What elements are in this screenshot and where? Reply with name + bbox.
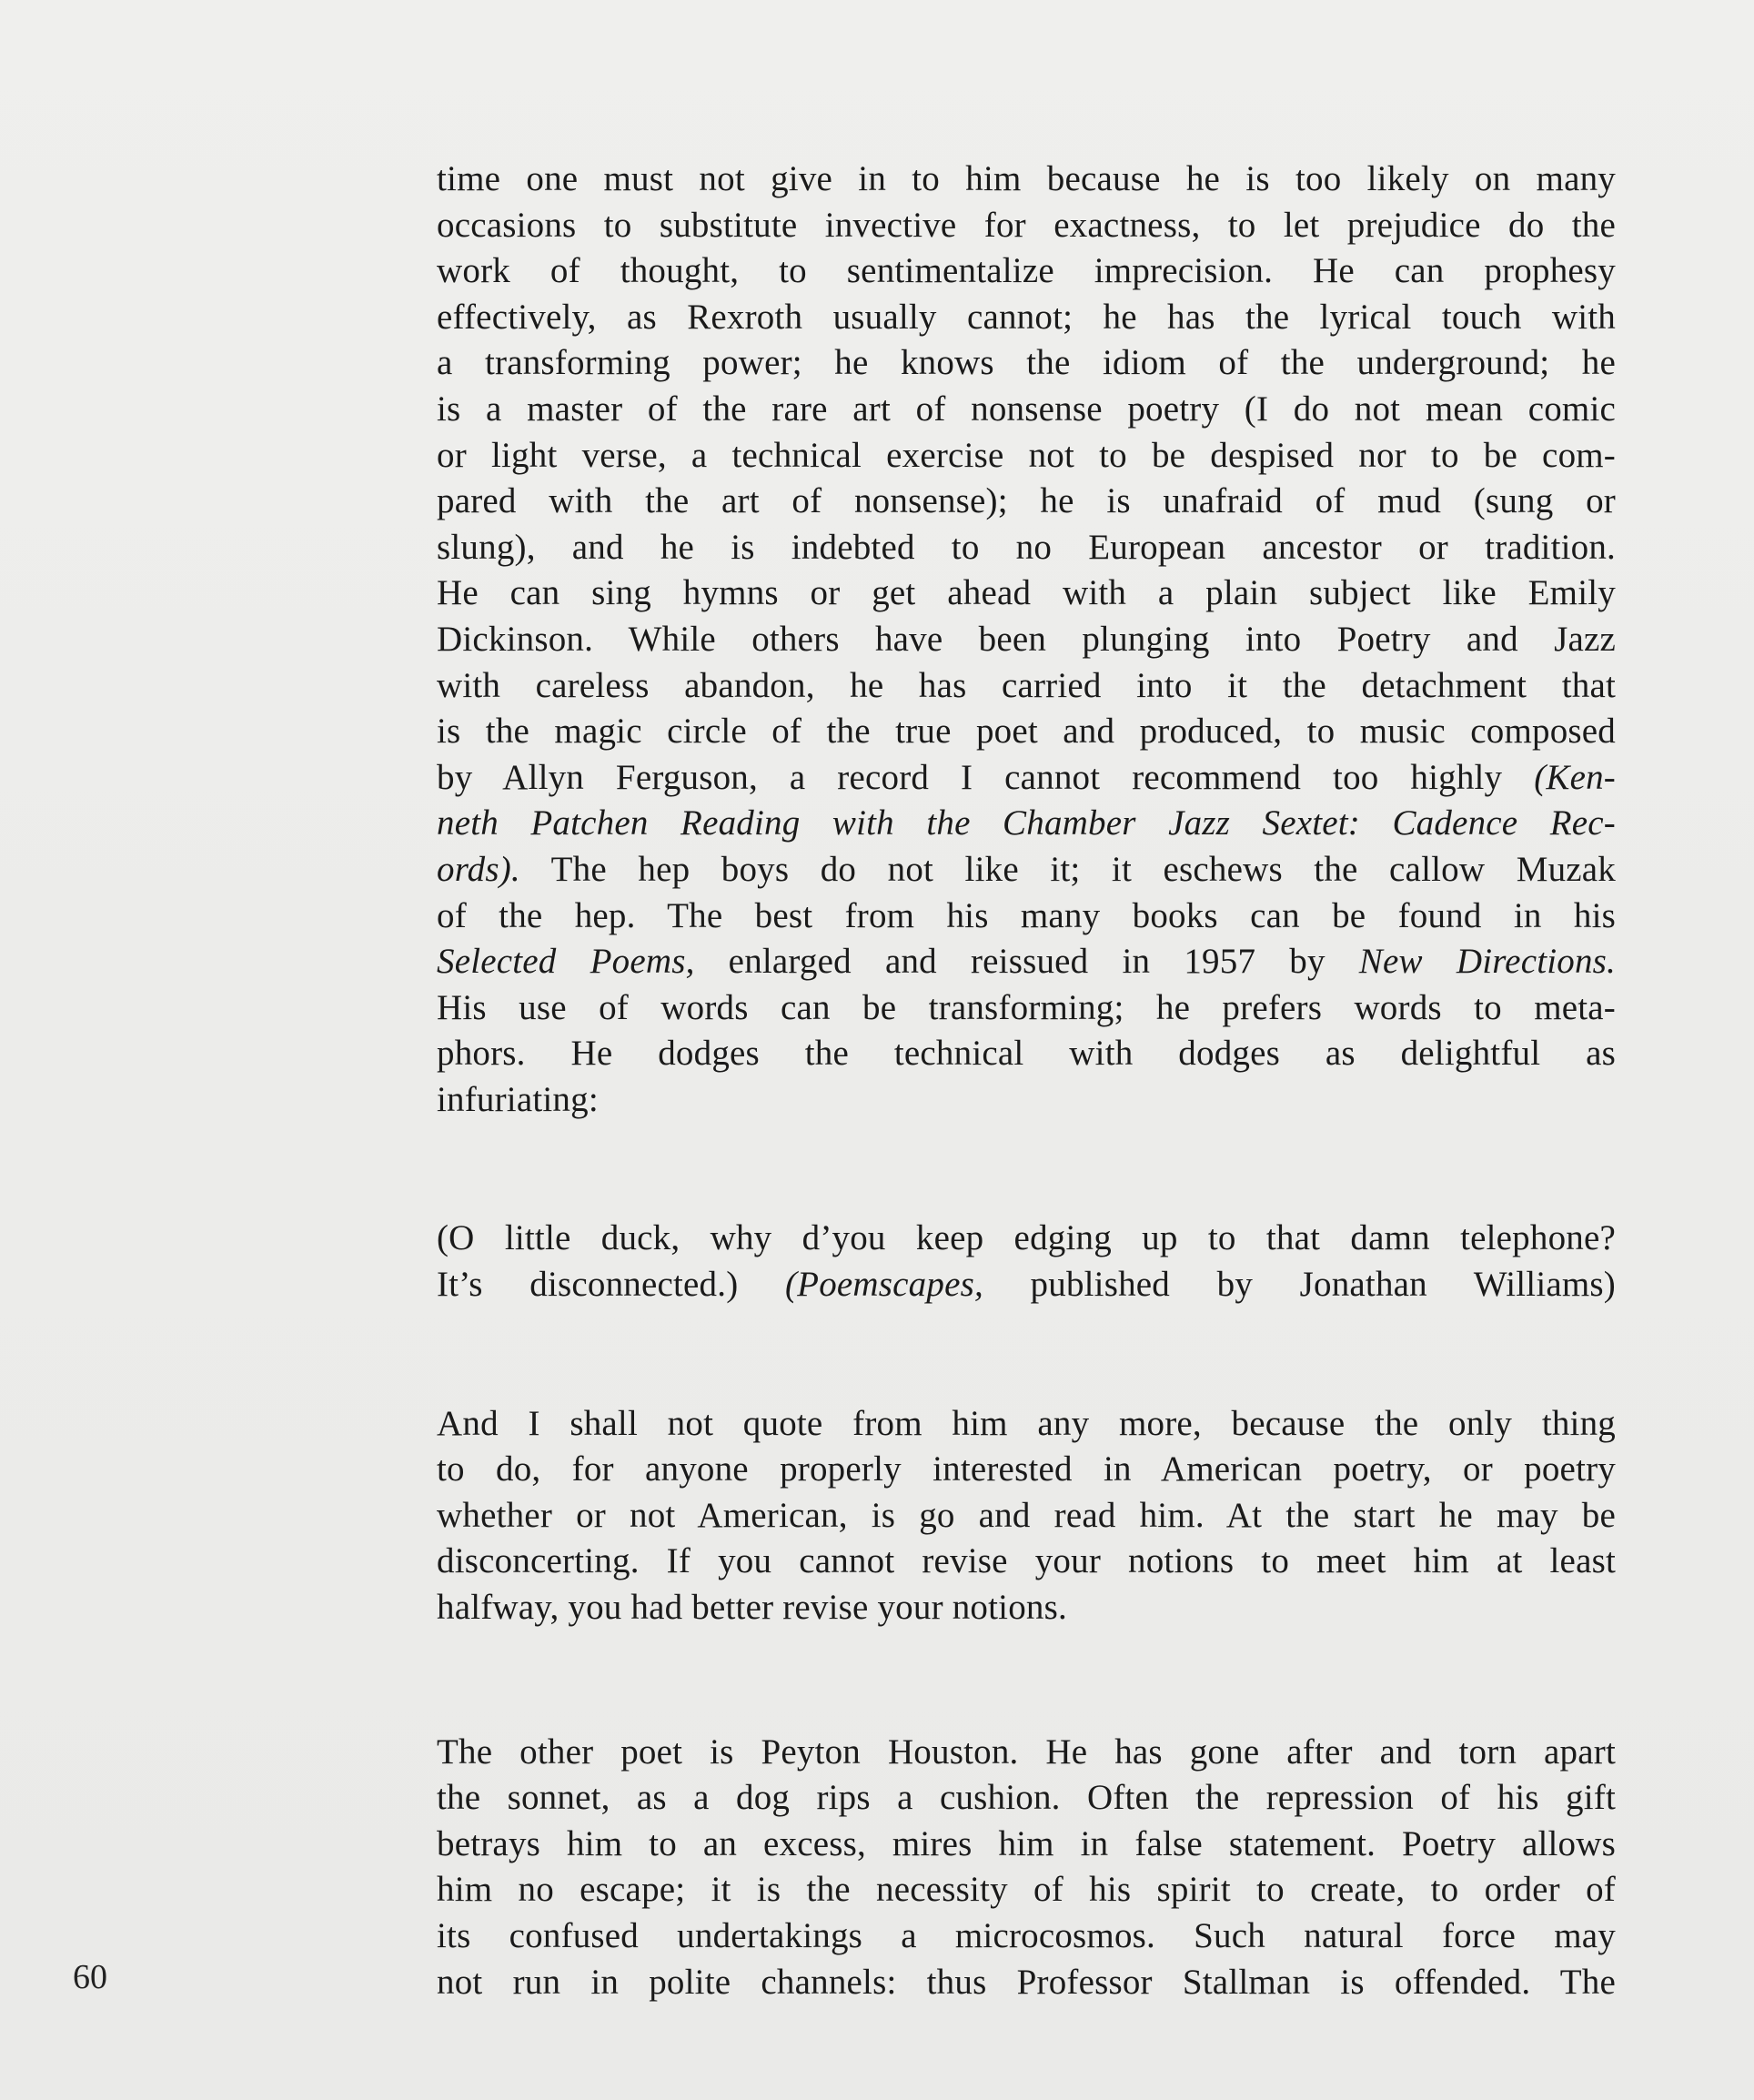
text-span: (O little duck, why d’you keep edging up to that damn telephone?: [437, 1218, 1616, 1258]
text-span: its confused undertakings a microcosmos. Such natural force may: [437, 1916, 1616, 1955]
text-line: [437, 1493, 1616, 1540]
text-line: [437, 894, 1616, 940]
text-span: occasions to substitute invective for exactness, to let prejudice do the: [437, 205, 1616, 245]
italic-span: (Poemscapes,: [785, 1265, 983, 1305]
text-span: phors. He dodges the technical with dodges as delightful as: [437, 1034, 1616, 1074]
text-span: of the hep. The best from his many books can be found in his: [437, 895, 1616, 935]
italic-span: Selected Poems,: [437, 942, 695, 982]
text-line: [437, 340, 1616, 387]
text-line: [437, 663, 1616, 710]
text-line: [437, 387, 1616, 433]
text-line: [437, 525, 1616, 571]
text-span: betrays him to an excess, mires him in false statement. Poetry allows: [437, 1823, 1616, 1863]
body-text: [437, 156, 1616, 2005]
text-span: is a master of the rare art of nonsense poetry (I do not mean comic: [437, 389, 1616, 429]
text-span: with careless abandon, he has carried into it the detachment that: [437, 665, 1616, 705]
italic-span: (Ken-: [1534, 757, 1616, 797]
paragraph-peyton-houston: [437, 1730, 1616, 2006]
text-line: [437, 939, 1616, 985]
text-line: [437, 1867, 1616, 1913]
text-line: [437, 1447, 1616, 1493]
text-span: The other poet is Peyton Houston. He has gone after and torn apart: [437, 1731, 1616, 1772]
text-line: [437, 1031, 1616, 1077]
text-span: enlarged and reissued in 1957 by: [694, 942, 1359, 982]
text-span: time one must not give in to him because he is too likely on many: [437, 159, 1616, 198]
text-line: [437, 1960, 1616, 2006]
text-span: the sonnet, as a dog rips a cushion. Often the repression of his gift: [437, 1778, 1616, 1818]
text-span: slung), and he is indebted to no European ancestor or tradition.: [437, 527, 1616, 567]
text-line: [437, 203, 1616, 249]
text-line: [437, 801, 1616, 847]
text-span: disconcerting. If you cannot revise your notions to meet him at least: [437, 1541, 1616, 1581]
text-span: published by Jonathan Williams): [983, 1265, 1616, 1305]
text-span: a transforming power; he knows the idiom of the underground; he: [437, 343, 1616, 383]
text-line: [437, 1913, 1616, 1960]
text-line: [437, 295, 1616, 341]
text-span: or light verse, a technical exercise not to be despised nor to be com-: [437, 435, 1616, 475]
text-span: work of thought, to sentimentalize imprecision. He can prophesy: [437, 251, 1616, 291]
italic-span: neth Patchen Reading with the Chamber Jazz Sextet: Cadence Rec-: [437, 803, 1616, 843]
text-line: [437, 1539, 1616, 1585]
text-line: [437, 1401, 1616, 1448]
text-line: [437, 1216, 1616, 1262]
text-line: [437, 479, 1616, 525]
text-span: And I shall not quote from him any more, because the only thing: [437, 1403, 1616, 1443]
text-line: [437, 1262, 1616, 1308]
text-span: not run in polite channels: thus Professor Stallman is offended. The: [437, 1962, 1616, 2002]
text-line: [437, 433, 1616, 480]
text-span: effectively, as Rexroth usually cannot; he has the lyrical touch with: [437, 297, 1616, 337]
text-span: to do, for anyone properly interested in American poetry, or poetry: [437, 1449, 1616, 1489]
text-line: [437, 1775, 1616, 1822]
paragraph-patchen: [437, 156, 1616, 1123]
text-line: [437, 847, 1616, 894]
text-span: by Allyn Ferguson, a record I cannot recommend too highly: [437, 757, 1535, 797]
text-line: [437, 1077, 1616, 1124]
text-span: The hep boys do not like it; it eschews the callow Muzak: [519, 849, 1616, 889]
quotation-poemscapes: [437, 1216, 1616, 1307]
italic-span: ords).: [437, 849, 520, 889]
paragraph-go-read-him: [437, 1401, 1616, 1631]
text-span: Dickinson. While others have been plunging into Poetry and Jazz: [437, 619, 1616, 659]
text-span: halfway, you had better revise your notions.: [437, 1588, 1067, 1628]
page-number: 60: [73, 1958, 107, 1996]
text-line: [437, 570, 1616, 617]
text-line: [437, 248, 1616, 295]
text-line: [437, 709, 1616, 755]
text-span: whether or not American, is go and read him. At the start he may be: [437, 1495, 1616, 1535]
text-span: pared with the art of nonsense); he is unafraid of mud (sung or: [437, 481, 1616, 521]
text-line: [437, 617, 1616, 663]
text-line: [437, 755, 1616, 802]
text-span: him no escape; it is the necessity of his spirit to create, to order of: [437, 1870, 1616, 1910]
text-span: He can sing hymns or get ahead with a plain subject like Emily: [437, 573, 1616, 613]
text-span: is the magic circle of the true poet and produced, to music composed: [437, 712, 1616, 752]
text-span: infuriating:: [437, 1079, 599, 1119]
text-span: His use of words can be transforming; he prefers words to meta-: [437, 987, 1616, 1027]
text-line: [437, 1585, 1616, 1631]
text-span: It’s disconnected.): [437, 1265, 785, 1305]
italic-span: New Directions.: [1358, 942, 1616, 982]
text-line: [437, 156, 1616, 203]
text-line: [437, 1822, 1616, 1868]
text-line: [437, 1730, 1616, 1776]
text-line: [437, 985, 1616, 1032]
